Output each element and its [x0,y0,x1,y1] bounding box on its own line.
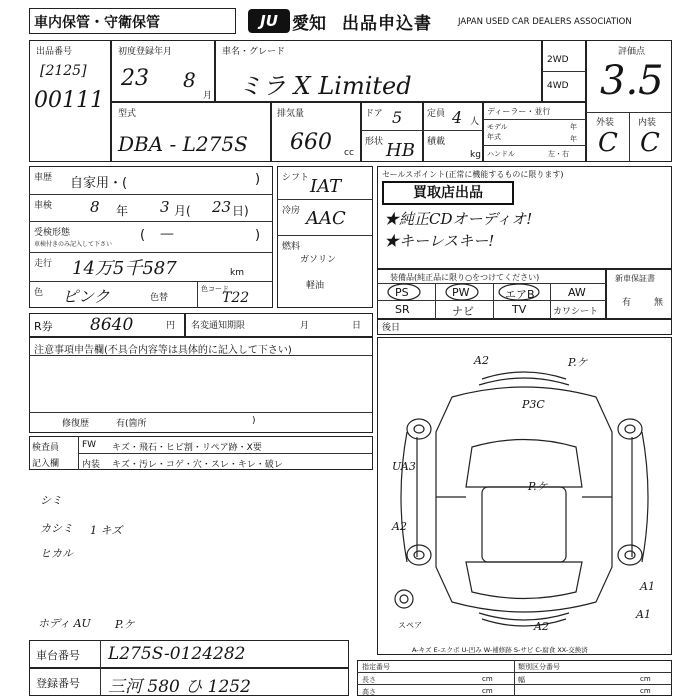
plate-value: 三河 580 ひ 1252 [108,677,251,697]
grade-value: 3.5 [600,58,664,104]
receipt-label: 受検形態 [34,228,71,238]
damage-mark-9: A1 [636,608,651,621]
inspection-day: 23 [212,198,232,216]
size-class-label: 類別区分番号 [518,663,560,671]
repair-label: 修復歴 [62,419,90,429]
damage-mark-6: A2 [392,520,407,533]
exterior-grade: C [598,128,618,158]
damage-mark-3: P3C [522,398,545,411]
history-value: 自家用・( [70,176,128,191]
org-name: 愛知 [292,14,326,34]
inspector-row2: キズ・汚レ・コゲ・穴・スレ・キレ・破レ [112,460,283,470]
extra-unit: cm [640,687,651,695]
name-change-day: 日 [352,321,362,331]
recycle-value: 8640 [90,315,134,335]
inspection-label: 車検 [34,201,53,211]
recycle-unit: 円 [166,321,176,331]
width-unit: cm [640,675,651,683]
inspector-row1: キズ・飛石・ヒビ割・リペア跡・X要 [112,443,262,453]
sales-point-label: セールスポイント(正常に機能するものに限ります) [382,170,564,179]
drive-2wd: 2WD [547,55,569,65]
dealer-stamp: 買取店出品 [382,181,514,205]
equip-seat: カワシート [553,307,599,317]
displacement-unit: cc [344,148,354,158]
capacity-label: 定員 [427,109,446,119]
damage-mark-2: P.ケ [568,356,588,369]
equip-pw: PW [452,286,470,299]
history-label: 車歴 [34,173,53,183]
warranty-yes: 有 [622,298,632,308]
inspector-label-2: 記入欄 [32,459,60,469]
color-code-value: T22 [222,290,250,306]
mileage-label: 走行 [34,259,53,269]
dealer-label: ディーラー・並行 [487,107,551,116]
damage-mark-1: A2 [474,354,489,367]
month-unit: 月 [203,91,213,101]
damage-legend: A-キズ E-エクボ U-凹み W-補修跡 S-サビ C-腐食 XX-交換済 [412,646,588,654]
size-spec-label: 指定番号 [362,663,390,671]
load-label: 積載 [427,137,446,147]
mileage-value: 14万5千587 [72,258,177,279]
recycle-label: R券 [34,320,53,333]
note-4: ヒカル [40,547,73,560]
equip-sr: SR [395,303,410,316]
drive-4wd: 4WD [547,81,569,91]
chassis-value: L275S-0124282 [108,644,246,664]
model-name-value: ミラ X Limited [238,72,412,100]
shift-value: IAT [310,176,342,197]
equip-ps: PS [395,286,409,299]
equipment-label: 装備品(純正品に限り○をつけてください) [390,273,540,282]
doors-label: ドア [365,109,383,119]
receipt-open: ( [140,228,146,243]
exterior-label: 外装 [596,118,615,128]
ac-label: 冷房 [282,206,301,216]
note-6: P.ケ [115,618,135,631]
inspection-tsuki: 月( [174,204,191,218]
equip-navi: ナビ [452,305,474,318]
model-name-label: 車名・グレード [222,47,286,57]
spare-label: スペア [398,621,422,630]
damage-mark-8: A2 [534,620,549,633]
name-change-month: 月 [300,321,310,331]
note-2: カシミ [40,522,73,535]
first-reg-month: 8 [183,68,196,92]
inspector-interior: 内装 [82,460,101,470]
warranty-no: 無 [654,298,664,308]
inspector-fw: FW [82,440,97,450]
plate-label: 登録番号 [36,677,80,690]
ju-logo: JU [248,9,290,33]
dealer-nen-2: 年 [570,135,577,143]
chassis-label: 車台番号 [36,649,80,662]
damage-mark-4: P.ケ [528,480,548,493]
inspection-month: 3 [160,198,170,216]
model-code-label: 型式 [118,109,137,119]
capacity-unit: 人 [470,117,480,127]
receipt-sub: 車検付きのみ記入して下さい [34,241,113,248]
first-reg-year: 23 [121,66,149,91]
receipt-close: ) [255,228,261,243]
color-label: 色 [34,288,44,298]
color-code-label: 色コード [201,285,229,293]
car-diagram [377,337,672,655]
height-unit: cm [482,687,493,695]
ac-value: AAC [306,208,346,229]
fuel-diesel: 軽油 [306,281,325,291]
color-value: ピンク [62,287,110,306]
model-code-value: DBA - L275S [118,132,248,156]
note-3: 1 キズ [90,524,123,537]
model-label: モデル [487,123,508,131]
repair-value: 有(箇所 [116,419,147,429]
fuel-gasoline: ガソリン [300,255,337,265]
length-label: 長さ [362,676,376,684]
equip-aw: AW [568,286,586,299]
height-label: 高さ [362,688,376,696]
repair-close: ) [252,416,256,426]
damage-mark-7: A1 [640,580,655,593]
association-name: JAPAN USED CAR DEALERS ASSOCIATION [458,17,632,27]
sales-point-line1: ★純正CDオーディオ! [384,210,533,228]
shape-label: 形状 [365,137,384,147]
capacity-value: 4 [452,108,463,127]
handle-label: ハンドル [487,150,515,158]
lot-number: 00111 [34,88,104,113]
length-unit: cm [482,675,493,683]
displacement-value: 660 [290,130,332,155]
shift-label: シフト [282,173,310,183]
sales-point-line2: ★キーレスキー! [384,232,495,250]
inspection-year: 8 [90,198,100,216]
lot-bracket: [2125] [40,63,87,79]
name-change-label: 名変通知期限 [191,321,246,331]
load-unit: kg [470,150,481,160]
doors-value: 5 [392,108,403,127]
note-1: シミ [40,494,62,507]
mileage-unit: km [230,268,244,278]
back-box [377,319,672,335]
inspector-label: 検査員 [32,443,60,453]
damage-mark-5: UA3 [392,460,416,473]
interior-label: 内装 [638,118,657,128]
handle-options: 左・右 [548,150,569,158]
history-close: ) [255,172,261,187]
note-5: ホディ AU [38,617,91,630]
equip-airbag: エアB [505,288,535,301]
interior-grade: C [640,128,660,158]
equip-tv: TV [512,303,527,316]
color-change: 色替 [150,293,169,303]
displacement-label: 排気量 [277,109,305,119]
shape-value: HB [386,140,415,161]
year-label: 年式 [487,133,501,141]
fuel-label: 燃料 [282,242,301,252]
warranty-label: 新車保証書 [615,274,655,283]
grade-label: 評価点 [618,47,646,57]
lot-label: 出品番号 [36,47,73,57]
storage-label: 車内保管・守衛保管 [34,15,160,31]
inspection-close: 日) [232,204,249,218]
width-label: 幅 [518,676,525,684]
receipt-value: — [160,226,174,242]
notes-label: 注意事項申告欄(不具合内容等は具体的に記入して下さい) [34,345,292,356]
first-reg-label: 初度登録年月 [118,47,173,57]
dealer-nen: 年 [570,123,577,131]
back-label: 後日 [382,323,401,333]
form-title: 出品申込書 [342,14,432,34]
inspection-nen: 年 [116,204,129,218]
